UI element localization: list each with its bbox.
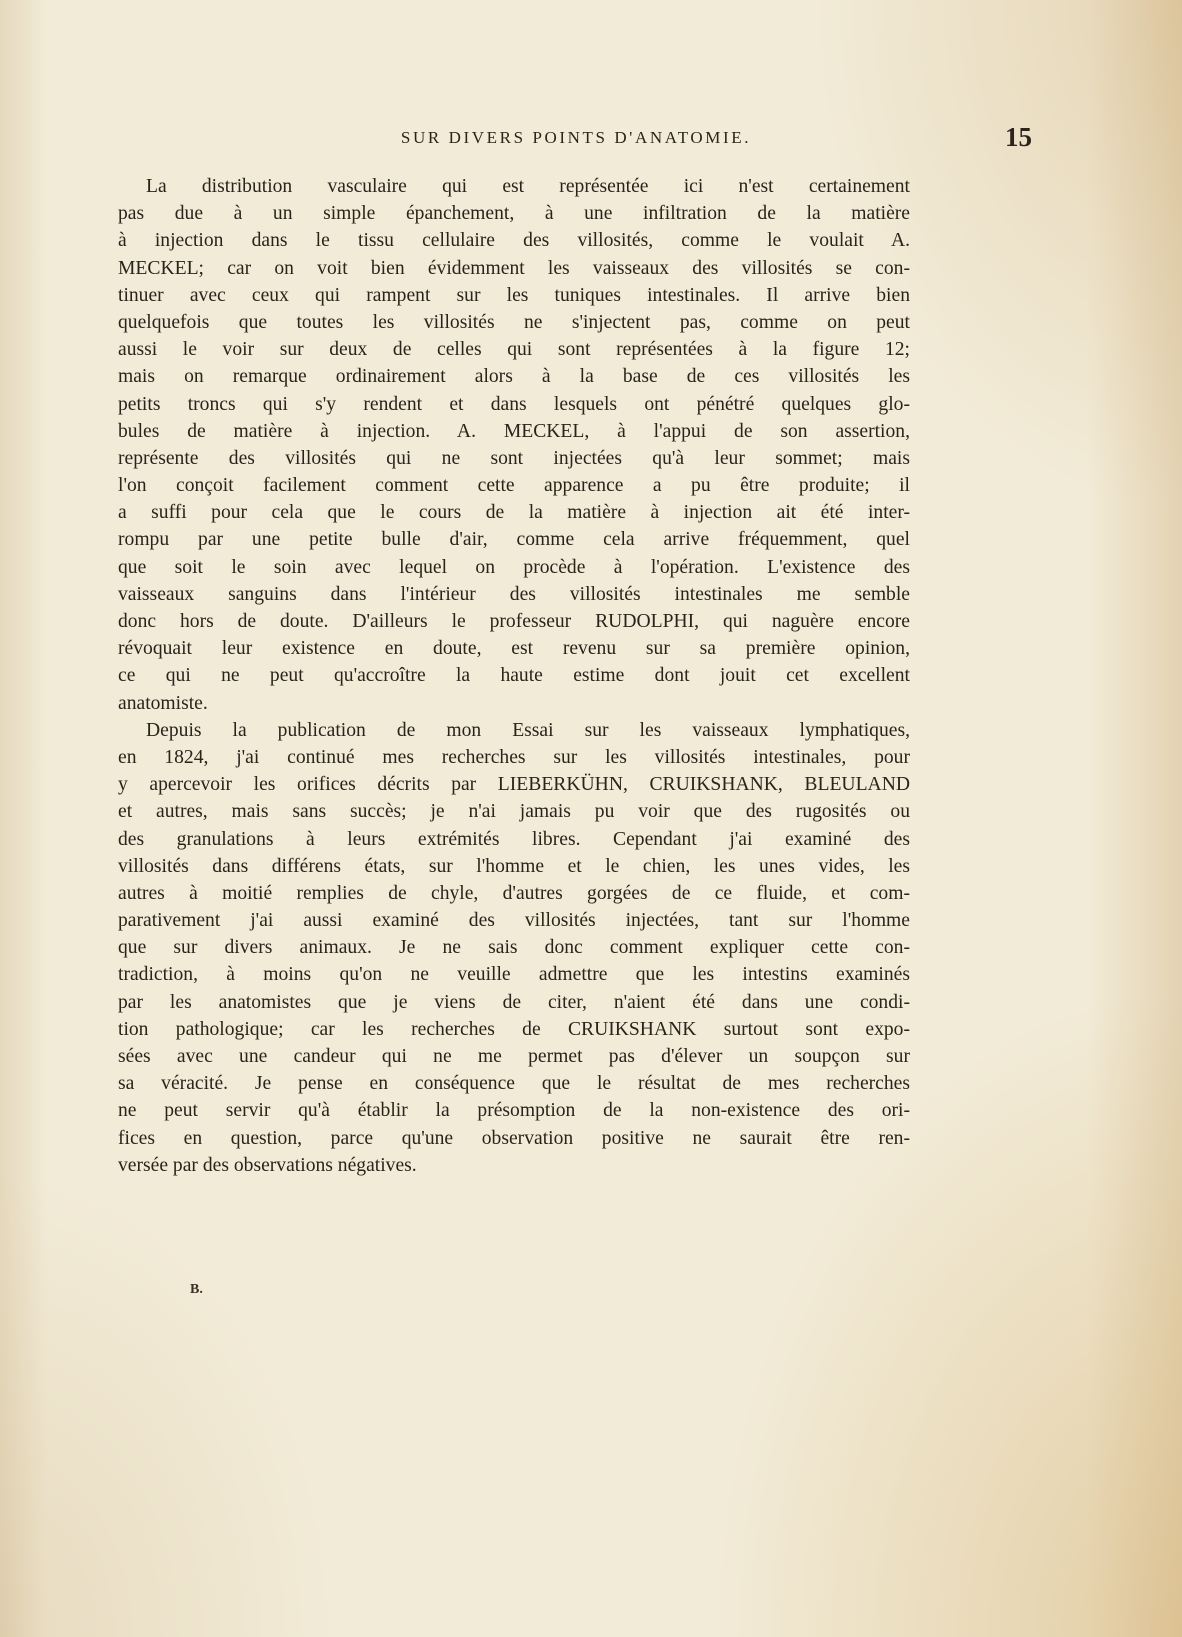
text-line: sées avec une candeur qui ne me permet pas d'élever un soupçon sur	[118, 1046, 910, 1067]
text-line: à injection dans le tissu cellulaire des villosités, comme le voulait A.	[118, 230, 910, 252]
paragraph-1	[118, 173, 910, 717]
text-line: bules de matière à injection. A. MECKEL, à l'appui de son assertion,	[118, 420, 910, 442]
text-line: révoquait leur existence en doute, est revenu sur sa première opinion,	[118, 638, 910, 660]
signature-mark: B.	[190, 1282, 203, 1297]
text-line: autres à moitié remplies de chyle, d'autres gorgées de ce fluide, et com-	[118, 882, 910, 904]
text-line: en 1824, j'ai continué mes recherches sur les villosités intestinales, pour	[118, 746, 910, 768]
text-line: l'on conçoit facilement comment cette apparence a pu être produite; il	[118, 475, 910, 497]
text-line: quelquefois que toutes les villosités ne s'injectent pas, comme on peut	[118, 311, 910, 333]
text-line: sa véracité. Je pense en conséquence que le résultat de mes recherches	[118, 1073, 910, 1095]
text-line: donc hors de doute. D'ailleurs le professeur RUDOLPHI, qui naguère encore	[118, 611, 910, 632]
page-number: 15	[1005, 122, 1032, 152]
text-line: a suffi pour cela que le cours de la matière à injection ait été inter-	[118, 502, 910, 524]
text-line: Depuis la publication de mon Essai sur les vaisseaux lymphatiques,	[146, 719, 910, 741]
text-line: tinuer avec ceux qui rampent sur les tuniques intestinales. Il arrive bien	[118, 284, 910, 306]
running-title: SUR DIVERS POINTS D'ANATOMIE.	[400, 128, 752, 147]
text-line: ce qui ne peut qu'accroître la haute estime dont jouit cet excellent	[118, 665, 910, 687]
text-line: anatomiste.	[118, 692, 208, 714]
text-line: représente des villosités qui ne sont injectées qu'à leur sommet; mais	[118, 447, 910, 469]
text-line: que soit le soin avec lequel on procède à l'opération. L'existence des	[118, 556, 910, 578]
text-line: aussi le voir sur deux de celles qui sont représentées à la figure 12;	[118, 339, 910, 361]
text-line: pas due à un simple épanchement, à une infiltration de la matière	[118, 203, 910, 225]
text-line: tion pathologique; car les recherches de CRUIKSHANK surtout sont expo-	[118, 1018, 910, 1040]
running-head	[120, 122, 1032, 158]
text-line: parativement j'ai aussi examiné des villosités injectées, tant sur l'homme	[118, 910, 910, 932]
text-line: La distribution vasculaire qui est représentée ici n'est certainement	[146, 176, 910, 197]
body-text	[118, 173, 910, 1179]
text-line: MECKEL; car on voit bien évidemment les vaisseaux des villosités se con-	[118, 257, 910, 279]
text-line: mais on remarque ordinairement alors à la base de ces villosités les	[118, 366, 910, 388]
text-line: y apercevoir les orifices décrits par LIEBERKÜHN, CRUIKSHANK, BLEULAND	[118, 774, 910, 796]
text-line: fices en question, parce qu'une observation positive ne saurait être ren-	[118, 1127, 910, 1149]
paragraph-2	[118, 717, 910, 1179]
text-line: ne peut servir qu'à établir la présomption de la non-existence des ori-	[118, 1100, 910, 1122]
text-line: petits troncs qui s'y rendent et dans lesquels ont pénétré quelques glo-	[118, 393, 910, 415]
text-line: villosités dans différens états, sur l'homme et le chien, les unes vides, les	[118, 855, 910, 877]
text-line: par les anatomistes que je viens de citer, n'aient été dans une condi-	[118, 991, 910, 1013]
text-line: versée par des observations négatives.	[118, 1154, 417, 1176]
text-line: que sur divers animaux. Je ne sais donc comment expliquer cette con-	[118, 937, 910, 959]
text-line: vaisseaux sanguins dans l'intérieur des villosités intestinales me semble	[118, 583, 910, 605]
text-line: des granulations à leurs extrémités libres. Cependant j'ai examiné des	[118, 828, 910, 850]
text-line: et autres, mais sans succès; je n'ai jamais pu voir que des rugosités ou	[118, 801, 910, 823]
text-line: tradiction, à moins qu'on ne veuille admettre que les intestins examinés	[118, 964, 910, 986]
text-line: rompu par une petite bulle d'air, comme cela arrive fréquemment, quel	[118, 529, 910, 551]
